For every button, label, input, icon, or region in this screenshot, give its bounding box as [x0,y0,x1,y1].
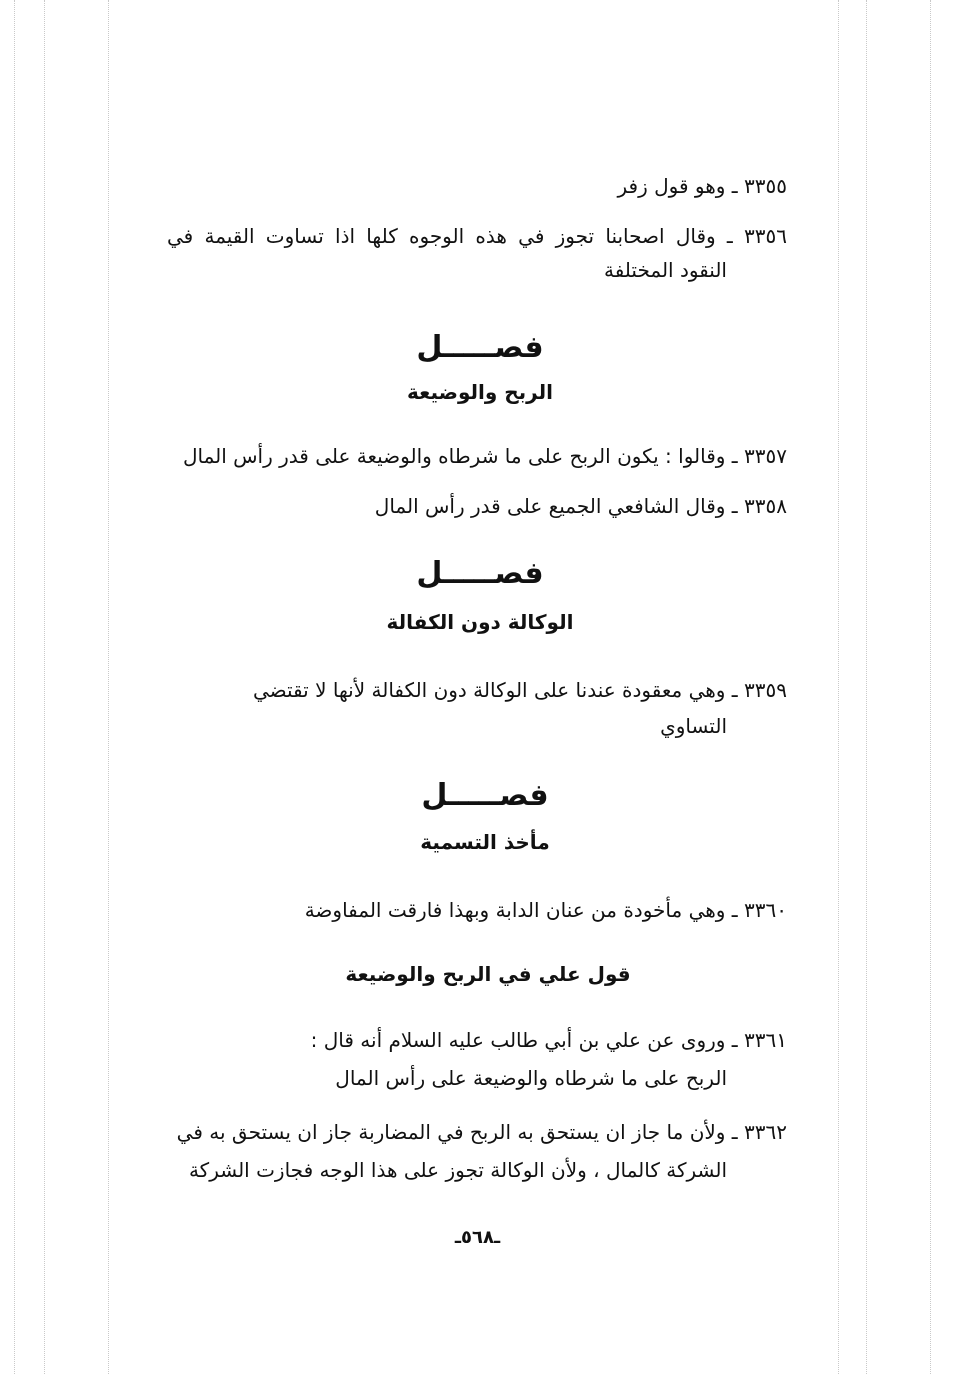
scan-guide-line [108,0,109,1374]
section-subheading: الربح والوضيعة [407,380,553,404]
entry-3357: ٣٣٥٧ ـ وقالوا : يكون الربح على ما شرطاه والوضيعة على قدر رأس المال [182,444,787,468]
entry-3356: ٣٣٥٦ ـ وقال اصحابنا تجوز في هذه الوجوه كلها اذا تساوت القيمة في [167,224,787,248]
entry-3355: ٣٣٥٥ ـ وهو قول زفر [617,174,787,198]
entry-3359-continuation: التساوي [660,714,727,738]
entry-3362: ٣٣٦٢ ـ ولأن ما جاز ان يستحق به الربح في المضاربة جاز ان يستحق به في [176,1120,787,1144]
entry-3356-continuation: النقود المختلفة [603,258,727,282]
entry-3361-quote: الربح على ما شرطاه والوضيعة على رأس المال [335,1066,727,1090]
section-heading-fasl: فصـــــل [421,778,549,813]
entry-3359: ٣٣٥٩ ـ وهي معقودة عندنا على الوكالة دون الكفالة لأنها لا تقتضي [253,678,787,702]
scan-guide-line [838,0,839,1374]
scan-guide-line [14,0,15,1374]
entry-3358: ٣٣٥٨ ـ وقال الشافعي الجميع على قدر رأس المال [374,494,787,518]
section-heading-fasl: فصـــــل [416,330,544,365]
section-heading-fasl: فصـــــل [416,556,544,591]
page-number: ـ٥٦٨ـ [454,1227,501,1248]
scan-guide-line [866,0,867,1374]
section-subheading: قول علي في الربح والوضيعة [345,962,631,986]
entry-3360: ٣٣٦٠ ـ وهي مأخودة من عنان الدابة وبهذا فارقت المفاوضة [304,898,787,922]
section-subheading: الوكالة دون الكفالة [386,610,574,634]
section-subheading: مأخذ التسمية [420,830,550,854]
scan-guide-line [44,0,45,1374]
scan-guide-line [930,0,931,1374]
entry-3362-continuation: الشركة كالمال ، ولأن الوكالة تجوز على هذا الوجه فجازت الشركة [188,1158,727,1182]
entry-3361: ٣٣٦١ ـ وروى عن علي بن أبي طالب عليه السلام أنه قال : [310,1028,787,1052]
